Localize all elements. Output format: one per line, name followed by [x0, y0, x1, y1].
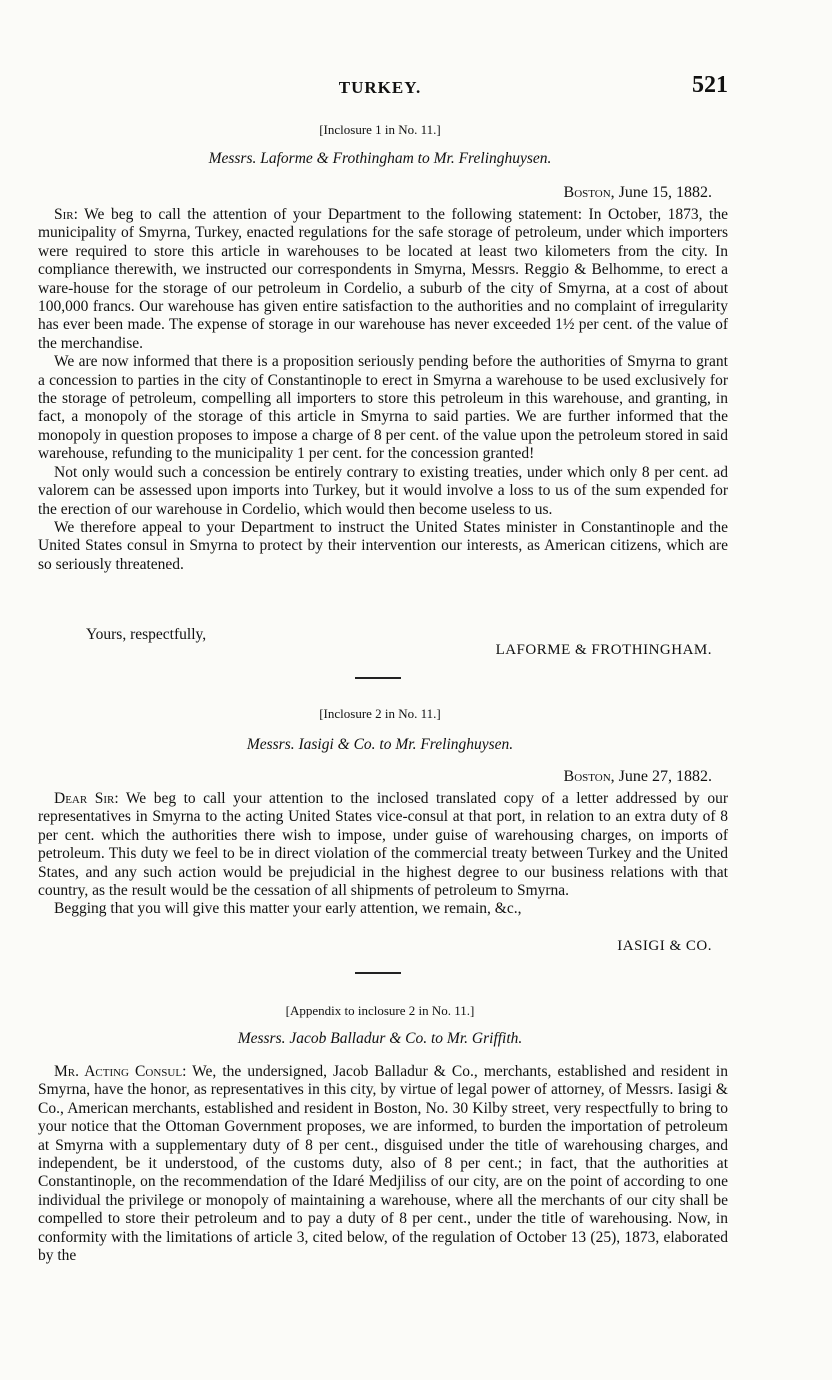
- section-divider: [355, 972, 401, 974]
- page-number: 521: [692, 72, 728, 98]
- letter-paragraph: Dear Sir: We beg to call your attention to the inclosed translated copy of a letter addressed by our representatives in Smyrna to the acting United States vice-consul at that port, in relation to an extra duty of 8 per cent. which the authorities there wish to impose, under guise of warehousing charges, on imports of petroleum. This duty we feel to be in direct violation of the commercial treaty between Turkey and the United States, and any such action would be prejudicial in the highest degree to our business relations with that country, as the result would be the cessation of all shipments of petroleum to Smyrna.: [38, 790, 728, 900]
- salutation: Sir: [54, 206, 74, 223]
- inclosure-2-body: [38, 790, 728, 919]
- inclosure-2-dateline: [564, 768, 712, 786]
- letter-paragraph: We therefore appeal to your Department to instruct the United States minister in Constantinople and the United States consul in Smyrna to protect by their intervention our interests, as American citizens, which are so seriously threatened.: [38, 518, 728, 573]
- inclosure-1-signature: LAFORME & FROTHINGHAM.: [495, 642, 712, 658]
- inclosure-1-closing: Yours, respectfully,: [86, 626, 207, 643]
- appendix-body: [38, 1063, 728, 1265]
- dateline-place: Boston,: [563, 184, 615, 201]
- salutation: Mr. Acting Consul: [54, 1063, 183, 1080]
- letter-paragraph: Begging that you will give this matter your early attention, we remain, &c.,: [54, 900, 522, 918]
- salutation: Dear Sir: [54, 790, 115, 807]
- inclosure-2-label: [Inclosure 2 in No. 11.]: [319, 706, 441, 721]
- inclosure-1-body: [38, 206, 728, 574]
- letter-paragraph: Sir: We beg to call the attention of your Department to the following statement: In October, 1873, the municipality of Smyrna, Turkey, enacted regulations for the safe storage of petroleum, under which importers were required to store this article in warehouses to be located at least two kilometers from the city. In compliance therewith, we instructed our correspondents in Smyrna, Messrs. Reggio & Belhomme, to erect a ware-house for the storage of our petroleum in Cordelio, a suburb of the city of Smyrna, at a cost of about 100,000 francs. Our warehouse has given entire satisfaction to the authorities and no complaint of irregularity has ever been made. The expense of storage in our warehouse has never exceeded 1½ per cent. of the value of the merchandise.: [38, 206, 728, 352]
- inclosure-1-caption: Messrs. Laforme & Frothingham to Mr. Frelinghuysen.: [208, 150, 552, 167]
- dateline-place: Boston,: [563, 768, 615, 785]
- appendix-caption: Messrs. Jacob Balladur & Co. to Mr. Griffith.: [237, 1030, 523, 1047]
- letter-paragraph: Not only would such a concession be entirely contrary to existing treaties, under which only 8 per cent. ad valorem can be assessed upon imports into Turkey, but it would involve a loss to us of the sum expended for the erection of our warehouse in Cordelio, which would then become useless to us.: [38, 463, 728, 518]
- inclosure-1-dateline: [564, 184, 712, 202]
- inclosure-2-signature: IASIGI & CO.: [617, 938, 712, 954]
- page-header: [0, 72, 832, 106]
- inclosure-1-label: [Inclosure 1 in No. 11.]: [319, 122, 441, 137]
- dateline-date: June 15, 1882.: [614, 184, 712, 201]
- inclosure-2-caption: Messrs. Iasigi & Co. to Mr. Frelinghuysen.: [246, 736, 514, 753]
- section-divider: [355, 677, 401, 679]
- letter-paragraph: We are now informed that there is a proposition seriously pending before the authorities of Smyrna to grant a concession to parties in the city of Constantinople to erect in Smyrna a warehouse to be used exclusively for the storage of petroleum, compelling all importers to store this petroleum in this warehouse, and granting, in fact, a monopoly of the storage of this article in Smyrna to said parties. We are further informed that the monopoly in question proposes to impose a charge of 8 per cent. of the value upon the petroleum stored in said warehouse, refunding to the municipality 1 per cent. for the concession granted!: [38, 353, 728, 463]
- letter-paragraph: Mr. Acting Consul: We, the undersigned, Jacob Balladur & Co., merchants, established and resident in Smyrna, have the honor, as representatives in this city, by virtue of legal power of attorney, of Messrs. Iasigi & Co., American merchants, established and resident in Boston, No. 30 Kilby street, very respectfully to bring to your notice that the Ottoman Government proposes, we are informed, to burden the importation of petroleum at Smyrna with a supplementary duty of 8 per cent., disguised under the title of warehousing charges, and independent, be it understood, of the customs duty, also of 8 per cent.; in fact, that the authorities at Constantinople, on the recommendation of the Idaré Medjiliss of our city, are on the point of according to one individual the privilege or monopoly of maintaining a warehouse, where all the merchants of our city shall be compelled to store their petroleum and to pay a duty of 8 per cent., under the title of warehousing. Now, in conformity with the limitations of article 3, cited below, of the regulation of October 13 (25), 1873, elaborated by the: [38, 1063, 728, 1265]
- running-head: TURKEY.: [338, 78, 422, 97]
- dateline-date: June 27, 1882.: [614, 768, 712, 785]
- appendix-label: [Appendix to inclosure 2 in No. 11.]: [285, 1003, 475, 1018]
